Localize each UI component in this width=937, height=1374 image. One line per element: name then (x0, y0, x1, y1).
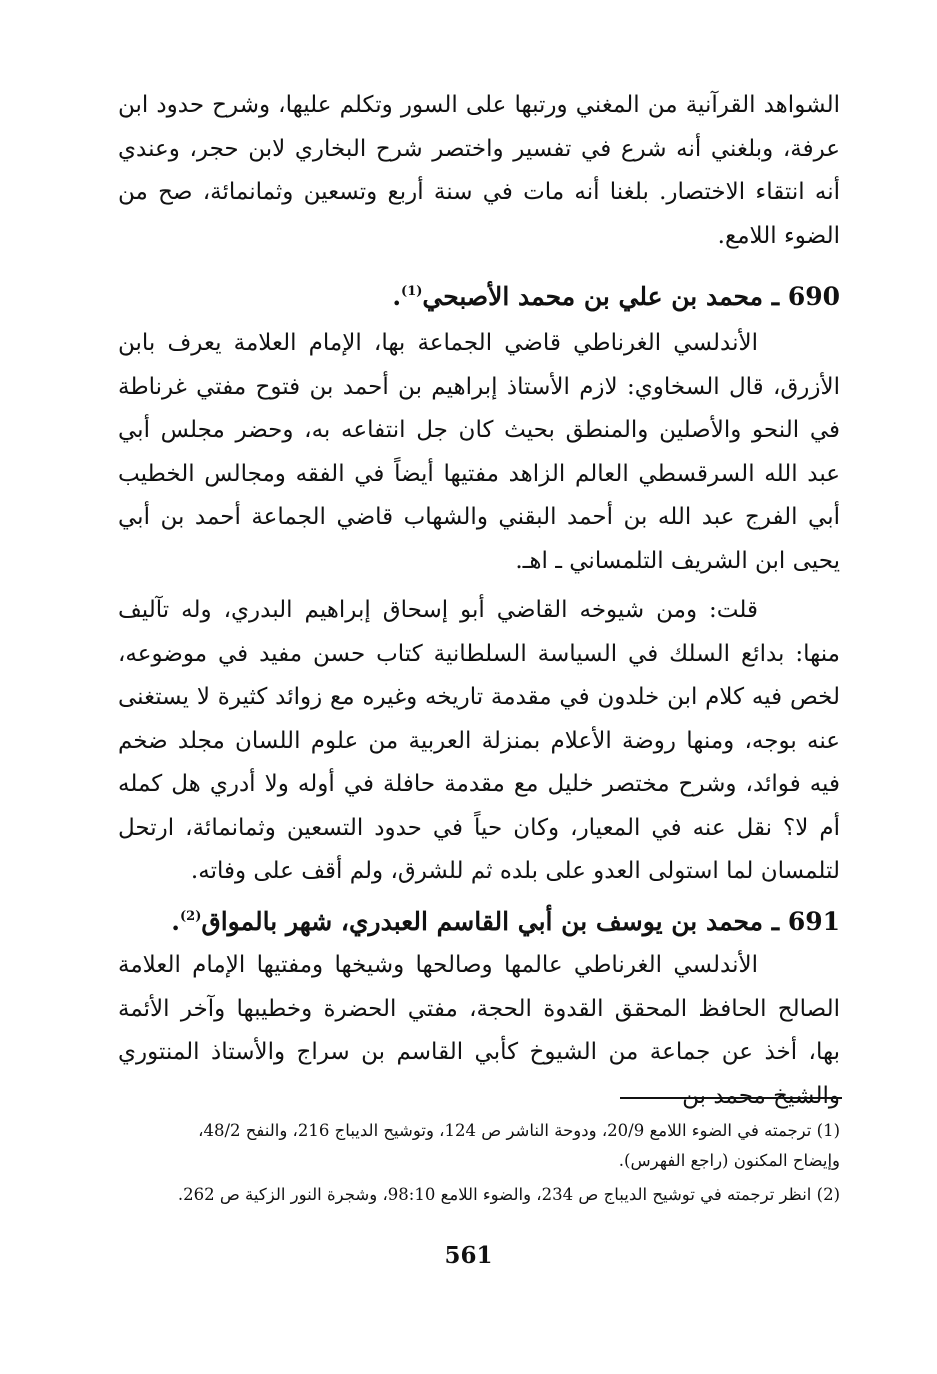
entry-heading-691 (171, 897, 840, 942)
paragraph-continuation: الشواهد القرآنية من المغني ورتبها على السور وتكلم عليها، وشرح حدود ابن عرفة، وبلغني أنه شرع في تفسير واختصر شرح البخاري لابن حجر، وعندي أنه انتقاء الاختصار. بلغنا أنه مات في سنة أربع وتسعين وثمانمائة، صح من الضوء اللامع. (118, 92, 840, 249)
entry-heading-691-text: 691 ـ محمد بن يوسف بن أبي القاسم العبدري، شهر بالمواق (201, 907, 840, 936)
footnote-1-continuation: وإيضاح المكنون (راجع الفهرس). (618, 1151, 840, 1170)
footnote-1: (1) ترجمته في الضوء اللامع 20/9، ودوحة الناشر ص 124، وتوشيح الديباج 216، والنفح 48/2، (198, 1121, 840, 1140)
paragraph-entry-691: الأندلسي الغرناطي عالمها وصالحها وشيخها ومفتيها الإمام العلامة الصالح الحافظ المحقق القدوة الحجة، مفتي الحضرة وخطيبها وآخر الأئمة بها، أخذ عن جماعة من الشيوخ كأبي القاسم بن سراج والأستاذ المنتوري والشيخ محمد بن (118, 952, 840, 1109)
footnote-ref-2: (2) (179, 909, 202, 924)
footnote-2: (2) انظر ترجمته في توشيح الديباج ص 234، والضوء اللامع 98:10، وشجرة النور الزكية ص 262. (177, 1185, 840, 1204)
footnote-separator (620, 1097, 842, 1099)
paragraph-entry-690-notes: قلت: ومن شيوخه القاضي أبو إسحاق إبراهيم البدري، وله تآليف منها: بدائع السلك في السياسة السلطانية كتاب حسن مفيد في موضوعه، لخص فيه كلام ابن خلدون في مقدمة تاريخه وغيره مع زوائد كثيرة لا يستغنى عنه بوجه، ومنها روضة الأعلام بمنزلة العربية من علوم اللسان مجلد ضخم فيه فوائد، وشرح مختصر خليل مع مقدمة حافلة في أوله ولا أدري هل كمله أم لا؟ نقل عنه في المعيار، وكان حياً في حدود التسعين وثمانمائة، ارتحل لتلمسان لما استولى العدو على بلده ثم للشرق، ولم أقف على وفاته. (118, 597, 840, 884)
entry-heading-691-end: . (171, 907, 180, 936)
entry-heading-690-end: . (392, 282, 402, 311)
paragraph-entry-690: الأندلسي الغرناطي قاضي الجماعة بها، الإمام العلامة يعرف بابن الأزرق، قال السخاوي: لازم الأستاذ إبراهيم بن أحمد بن فتوح مفتي غرناطة في النحو والأصلين والمنطق بحيث كان جل انتفاعه به، وحضر مجلس أبي عبد الله السرقسطي العالم الزاهد مفتيها أيضاً في الفقه ومجالس الخطيب أبي الفرج عبد الله بن أحمد البقني والشهاب قاضي الجماعة أحمد بن أبي يحيى ابن الشريف التلمساني ـ اهـ. (118, 330, 840, 574)
entry-heading-690 (392, 272, 840, 317)
entry-heading-690-text: 690 ـ محمد بن علي بن محمد الأصبحي (422, 282, 840, 311)
page-number: 561 (444, 1242, 493, 1269)
footnote-ref-1: (1) (401, 284, 423, 299)
